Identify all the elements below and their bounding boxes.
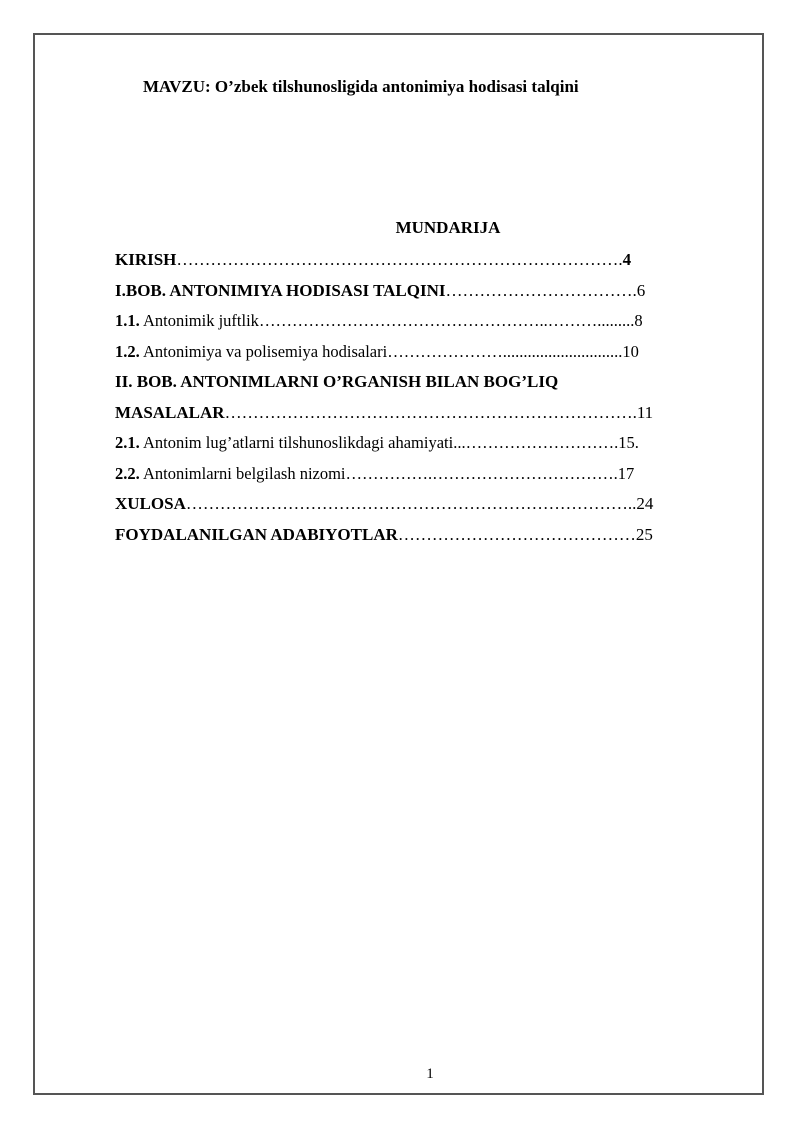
toc-entry-leader: …………….……………………………. bbox=[345, 463, 618, 483]
toc-entry-number: 1.1. bbox=[115, 311, 140, 330]
toc-entry-number: 1.2. bbox=[115, 341, 140, 361]
toc-entry-leader: ……………………………. bbox=[445, 280, 637, 300]
toc-entry-2-1[interactable] bbox=[115, 432, 715, 463]
toc-entry-leader: ………………………………………………………………. bbox=[224, 402, 637, 422]
toc-entry-page: 25 bbox=[635, 524, 653, 544]
toc-entry-kirish[interactable] bbox=[115, 249, 715, 280]
page-number: 1 bbox=[426, 1066, 434, 1082]
toc-entry-number: 2.1. bbox=[115, 433, 140, 452]
toc-entry-label: Antonimiya va polisemiya hodisalari bbox=[139, 341, 388, 361]
toc-entry-2-2[interactable] bbox=[115, 463, 715, 494]
toc-entry-chapter-2-line-1[interactable] bbox=[115, 371, 715, 402]
toc-entry-label: Antonimlarni belgilash nizomi bbox=[139, 463, 346, 483]
toc-entry-label: II. BOB. ANTONIMLARNI O’RGANISH BILAN BOG’LIQ bbox=[115, 372, 559, 391]
toc-entry-leader: …………………………………………………………………….. bbox=[185, 494, 637, 513]
toc-entry-page: 4 bbox=[622, 250, 632, 269]
topic-title: MAVZU: O’zbek tilshunosligida antonimiya hodisasi talqini bbox=[143, 77, 579, 96]
toc-entry-chapter-1[interactable] bbox=[115, 280, 715, 311]
toc-entry-page: 6 bbox=[636, 280, 646, 300]
toc-entry-label: KIRISH bbox=[115, 250, 177, 269]
toc-entry-page: 11 bbox=[636, 402, 654, 422]
toc-entry-page: 15. bbox=[618, 433, 639, 452]
toc-entry-page: 10 bbox=[622, 341, 639, 361]
toc-entry-page: 24 bbox=[636, 494, 654, 513]
toc-entry-leader: …………………............................. bbox=[387, 341, 623, 361]
toc-entry-references[interactable] bbox=[115, 524, 715, 555]
toc-entry-leader: .………………………. bbox=[461, 433, 619, 452]
toc-entry-leader: ……………………………………………..………......... bbox=[258, 311, 635, 330]
toc-entry-label: Antonimik juftlik bbox=[139, 311, 259, 330]
toc-entry-chapter-2-line-2[interactable] bbox=[115, 402, 715, 433]
page-border bbox=[33, 33, 764, 1095]
toc-heading: MUNDARIJA bbox=[395, 218, 501, 237]
table-of-contents bbox=[115, 249, 715, 554]
toc-entry-leader: ……………………………………………………………………. bbox=[176, 250, 623, 269]
toc-entry-label: FOYDALANILGAN ADABIYOTLAR bbox=[115, 524, 398, 544]
toc-entry-label: XULOSA bbox=[115, 494, 186, 513]
toc-entry-number: 2.2. bbox=[115, 463, 140, 483]
toc-entry-label: Antonim lug’atlarni tilshunoslikdagi ahamiyati.. bbox=[139, 433, 462, 452]
toc-entry-xulosa[interactable] bbox=[115, 493, 715, 524]
toc-entry-page: 8 bbox=[634, 311, 643, 330]
toc-entry-1-2[interactable] bbox=[115, 341, 715, 372]
toc-entry-1-1[interactable] bbox=[115, 310, 715, 341]
toc-entry-page: 17 bbox=[617, 463, 635, 483]
toc-entry-leader: …………………………………… bbox=[397, 524, 636, 544]
toc-entry-label: I.BOB. ANTONIMIYA HODISASI TALQINI bbox=[115, 280, 446, 300]
toc-entry-label: MASALALAR bbox=[115, 402, 225, 422]
